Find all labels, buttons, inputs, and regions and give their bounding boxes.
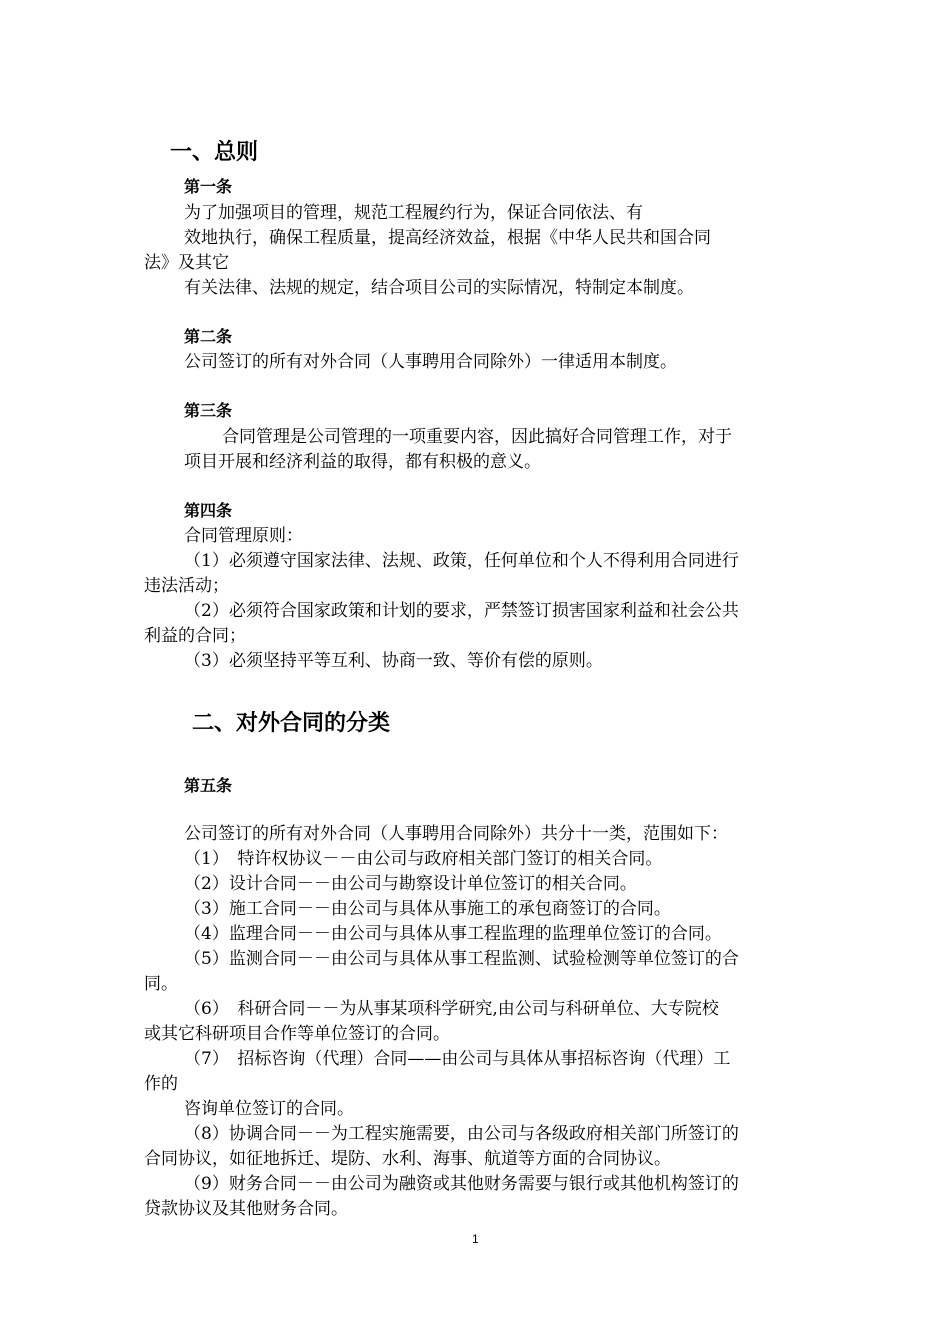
article-heading-4: 第四条 xyxy=(184,501,233,520)
article-5-line-12: 咨询单位签订的合同。 xyxy=(184,1099,354,1119)
section-title-general: 一、总则 xyxy=(170,140,259,165)
article-5-line-6: （5）监测合同－－由公司与具体从事工程监测、试验检测等单位签订的合 xyxy=(184,949,739,969)
article-3-line-1: 合同管理是公司管理的一项重要内容，因此搞好合同管理工作，对于 xyxy=(222,427,732,447)
article-heading-1: 第一条 xyxy=(184,177,233,196)
article-5-line-11: 作的 xyxy=(144,1074,178,1094)
article-1-line-2: 效地执行，确保工程质量，提高经济效益，根据《中华人民共和国合同 xyxy=(184,228,711,248)
article-5-line-8: （6） 科研合同－－为从事某项科学研究,由公司与科研单位、大专院校 xyxy=(184,999,719,1019)
article-5-line-5: （4）监理合同－－由公司与具体从事工程监理的监理单位签订的合同。 xyxy=(184,924,722,944)
article-2-line-1: 公司签订的所有对外合同（人事聘用合同除外）一律适用本制度。 xyxy=(184,352,677,372)
article-4-line-5: 利益的合同； xyxy=(144,626,246,646)
article-3-line-2: 项目开展和经济利益的取得，都有积极的意义。 xyxy=(184,452,541,472)
article-5-line-15: （9）财务合同－－由公司为融资或其他财务需要与银行或其他机构签订的 xyxy=(184,1174,739,1194)
article-5-line-1: 公司签订的所有对外合同（人事聘用合同除外）共分十一类，范围如下： xyxy=(184,824,728,844)
article-4-line-4: （2）必须符合国家政策和计划的要求，严禁签订损害国家利益和社会公共 xyxy=(184,601,739,621)
article-4-line-3: 违法活动； xyxy=(144,576,229,596)
article-heading-3: 第三条 xyxy=(184,401,233,420)
article-1-line-3: 法》及其它 xyxy=(144,253,229,273)
article-5-line-9: 或其它科研项目合作等单位签订的合同。 xyxy=(144,1024,450,1044)
article-heading-5: 第五条 xyxy=(184,776,233,795)
article-1-line-4: 有关法律、法规的规定，结合项目公司的实际情况，特制定本制度。 xyxy=(184,278,694,298)
article-5-line-2: （1） 特许权协议－－由公司与政府相关部门签订的相关合同。 xyxy=(184,849,663,869)
page-number: 1 xyxy=(472,1232,479,1246)
article-5-line-4: （3）施工合同－－由公司与具体从事施工的承包商签订的合同。 xyxy=(184,899,671,919)
article-4-line-1: 合同管理原则： xyxy=(184,526,303,546)
article-5-line-13: （8）协调合同－－为工程实施需要，由公司与各级政府相关部门所签订的 xyxy=(184,1124,739,1144)
article-heading-2: 第二条 xyxy=(184,327,233,346)
article-5-line-7: 同。 xyxy=(144,974,178,994)
section-title-classification: 二、对外合同的分类 xyxy=(192,711,391,736)
article-5-line-14: 合同协议，如征地拆迁、堤防、水利、海事、航道等方面的合同协议。 xyxy=(144,1149,671,1169)
article-4-line-6: （3）必须坚持平等互利、协商一致、等价有偿的原则。 xyxy=(184,651,603,671)
article-5-line-10: （7） 招标咨询（代理）合同——由公司与具体从事招标咨询（代理）工 xyxy=(184,1049,731,1069)
article-1-line-1: 为了加强项目的管理，规范工程履约行为，保证合同依法、有 xyxy=(184,203,643,223)
article-5-line-3: （2）设计合同－－由公司与勘察设计单位签订的相关合同。 xyxy=(184,874,637,894)
article-4-line-2: （1）必须遵守国家法律、法规、政策，任何单位和个人不得利用合同进行 xyxy=(184,551,739,571)
article-5-line-16: 贷款协议及其他财务合同。 xyxy=(144,1199,348,1219)
